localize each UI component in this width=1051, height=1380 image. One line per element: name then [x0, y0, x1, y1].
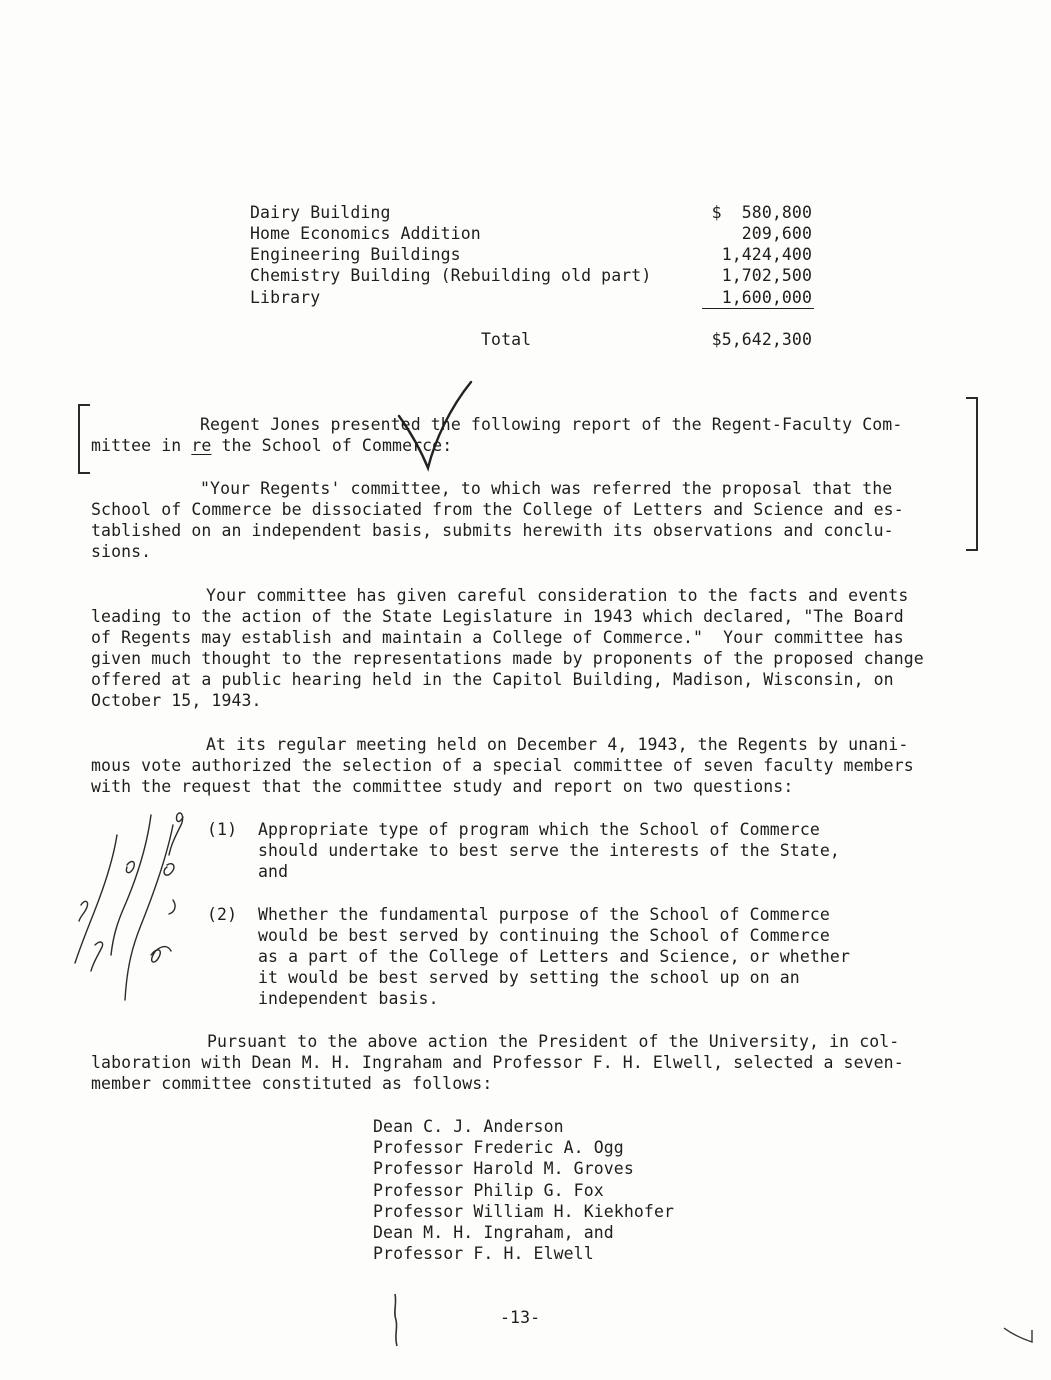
- list-item: Professor F. H. Elwell: [373, 1244, 594, 1263]
- total-label: Total: [481, 330, 532, 349]
- budget-item-amount: 1,702,500: [721, 266, 812, 285]
- question-line: would be best served by continuing the School of Commerce: [258, 926, 830, 945]
- paragraph-line: mous vote authorized the selection of a special committee of seven faculty members: [91, 756, 914, 775]
- paragraph-line: offered at a public hearing held in the Capitol Building, Madison, Wisconsin, on: [91, 670, 894, 689]
- list-item: Professor Frederic A. Ogg: [373, 1138, 624, 1157]
- paragraph-line: given much thought to the representations made by proponents of the proposed change: [91, 649, 924, 668]
- paragraph-line: October 15, 1943.: [91, 691, 262, 710]
- question-line: Appropriate type of program which the School of Commerce: [258, 820, 820, 839]
- intro-line: Regent Jones presented the following report of the Regent-Faculty Com-: [200, 415, 903, 434]
- question-number: (2): [207, 905, 238, 924]
- budget-item-label: Home Economics Addition: [250, 224, 481, 243]
- budget-item-label: Dairy Building: [250, 203, 391, 222]
- paragraph-line: At its regular meeting held on December 4, 1943, the Regents by unani-: [206, 735, 909, 754]
- paragraph-line: tablished on an independent basis, submits herewith its observations and conclu-: [91, 521, 894, 540]
- budget-item-label: Library: [250, 288, 321, 307]
- budget-item-amount: 209,600: [741, 224, 812, 243]
- question-line: as a part of the College of Letters and Science, or whether: [258, 947, 850, 966]
- handwritten-margin-note: [55, 805, 195, 1010]
- list-item: Professor Philip G. Fox: [373, 1181, 604, 1200]
- budget-item-label: Engineering Buildings: [250, 245, 461, 264]
- corner-mark: [1002, 1322, 1036, 1346]
- question-line: and: [258, 862, 289, 881]
- budget-item-amount: 1,600,000: [721, 288, 812, 307]
- page-number: -13-: [500, 1308, 541, 1327]
- budget-item-amount: $ 580,800: [711, 203, 812, 222]
- paragraph-line: member committee constituted as follows:: [91, 1074, 493, 1093]
- paragraph-line: School of Commerce be dissociated from the College of Letters and Science and es-: [91, 500, 904, 519]
- right-margin-bracket: [966, 397, 978, 551]
- total-amount: $5,642,300: [711, 330, 812, 349]
- budget-item-label: Chemistry Building (Rebuilding old part): [250, 266, 652, 285]
- question-number: (1): [207, 820, 238, 839]
- intro-line: mittee in re the School of Commerce:: [91, 436, 453, 455]
- paragraph-line: "Your Regents' committee, to which was referred the proposal that the: [200, 479, 893, 498]
- question-line: independent basis.: [258, 989, 439, 1008]
- question-line: Whether the fundamental purpose of the School of Commerce: [258, 905, 830, 924]
- list-item: Dean M. H. Ingraham, and: [373, 1223, 614, 1242]
- question-line: should undertake to best serve the interests of the State,: [258, 841, 840, 860]
- paragraph-line: Your committee has given careful consideration to the facts and events: [206, 586, 909, 605]
- paragraph-line: leading to the action of the State Legislature in 1943 which declared, "The Board: [91, 607, 904, 626]
- paragraph-line: laboration with Dean M. H. Ingraham and Professor F. H. Elwell, selected a seven-: [91, 1053, 904, 1072]
- list-item: Dean C. J. Anderson: [373, 1117, 564, 1136]
- list-item: Professor William H. Kiekhofer: [373, 1202, 675, 1221]
- question-line: it would be best served by setting the school up on an: [258, 968, 800, 987]
- total-rule: [702, 308, 814, 309]
- budget-item-amount: 1,424,400: [721, 245, 812, 264]
- paragraph-line: Pursuant to the above action the President of the University, in col-: [207, 1032, 900, 1051]
- list-item: Professor Harold M. Groves: [373, 1159, 634, 1178]
- left-margin-bracket: [78, 404, 90, 474]
- paragraph-line: of Regents may establish and maintain a College of Commerce." Your committee has: [91, 628, 904, 647]
- paragraph-line: sions.: [91, 542, 152, 561]
- paragraph-line: with the request that the committee study and report on two questions:: [91, 777, 794, 796]
- hand-mark: [385, 1290, 405, 1350]
